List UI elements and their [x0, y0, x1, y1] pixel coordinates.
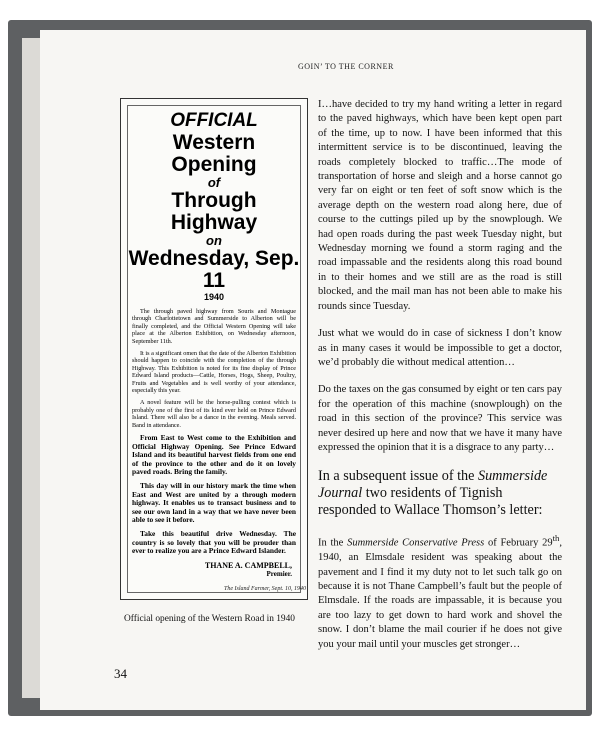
body-paragraph-3: Do the taxes on the gas consumed by eight or ten cars pay for the operation of this machine (snowplough) on the road in this section of the province? This service was never desired up here and now that we have it many have expressed the opinion that it is a disgrace to any party… [318, 384, 562, 453]
clipping-source: The Island Farmer, Sept. 10, 1940 [224, 586, 306, 592]
clipping-para-1: The through paved highway from Souris and Montague through Charlottetown and Summerside to Alberton will be finally completed, and the Official Western Opening will take place at the Alberton Exhibition, on Wednesday afternoon, September 11th. [132, 308, 296, 345]
body-text [318, 98, 562, 665]
p4-text-a: In a subsequent issue of the [318, 468, 478, 485]
figure-caption: Official opening of the Western Road in 1940 [124, 614, 295, 624]
p5-superscript: th [552, 533, 560, 544]
clipping-border [127, 105, 301, 593]
clipping-para-5: This day will in our history mark the time when East and West are united by a through modern highway. It enables us to transact business and to see our own land in a way that we have never been able to see it before. [132, 481, 296, 525]
clipping-headline-of: of [207, 175, 221, 190]
clipping-headline-2: Through Highway [170, 189, 258, 234]
clipping-para-6: Take this beautiful drive Wednesday. The country is so lovely that you will be prouder than ever to realize you are a Prince Edward Islander. [132, 529, 296, 556]
clipping-date: Wednesday, Sep. 11 [128, 247, 300, 292]
body-paragraph-2: Just what we would do in case of sickness I don’t know as in many cases it would be impossible to get a doctor, we’d probably die without medical attention… [318, 328, 562, 368]
clipping-para-3: A novel feature will be the horse-pulling contest which is probably one of the first of its kind ever held on Prince Edward Island. There will also be a dance in the evening. Meals served. Band in attendance. [132, 399, 296, 429]
p5-text-a: In the [318, 537, 348, 549]
clipping-headline-1: Western Opening [171, 131, 257, 176]
clipping-signature-title: Premier. [266, 569, 292, 578]
newspaper-clipping [120, 98, 308, 600]
body-paragraph-1: I…have decided to try my hand writing a letter in regard to the paved highways, which have been kept open part of the time, up to now. I have been informed that this intermittent service is to be discontinued, leaving the roads completely blocked to traffic…The mode of transportation of horse and sleigh and a horse cannot go very far on eight or ten feet of soft snow which is the average depth on the western road along here, due of course to the cuttings piled up by the snowplough. We had open roads during the past week Tuesday night, but Wednesday morning we found a storm raging and the road impassable and the residents along this road bound in to their homes and we still are as the road is still blocked, and the mail man has not been able to make his rounds since Tuesday. [318, 99, 562, 312]
clipping-headline-on: on [206, 233, 222, 248]
clipping-para-4: From East to West come to the Exhibition and Official Highway Opening. See Prince Edward Island and its beautiful harvest fields from one end of the province to the other and do it on lovely paved roads. Bring the family. [132, 433, 296, 477]
p4-journal-title: Summerside Journal [318, 468, 548, 502]
clipping-official: OFFICIAL [170, 110, 258, 131]
page-number: 34 [114, 666, 127, 681]
body-paragraph-5 [318, 531, 562, 652]
p5-text-b: of February 29 [484, 537, 553, 549]
p5-newspaper-title: Summerside Conservative Press [347, 537, 485, 549]
running-header: GOIN’ TO THE CORNER [298, 62, 394, 71]
clipping-signature: THANE A. CAMPBELL, [204, 560, 292, 570]
p4-text-b: two residents of Tignish responded to Wallace Thomson’s letter: [318, 485, 543, 519]
p5-text-c: , 1940, an Elmsdale resident was speaking about the pavement and I find it my duty not to let such talk go on because it is not Thane Campbell’s fault but the people of Elmsdale. If the roads are impassable, it is because you are too lazy to get down to hard work and shovel the snow. I don’t blame the mail courier if he does not give you your mail until your muscles get stronger… [318, 537, 563, 650]
body-paragraph-4 [318, 468, 562, 519]
clipping-para-2: It is a significant omen that the date of the Alberton Exhibition should happen to coincide with the completion of the through Highway. This Exhibition is noted for its fine display of Prince Edward Island products—Cattle, Horses, Hogs, Sheep, Poultry, Fruits and Vegetables and is well worthy of your attendance, especially this year. [132, 350, 296, 395]
clipping-year: 1940 [203, 292, 225, 302]
